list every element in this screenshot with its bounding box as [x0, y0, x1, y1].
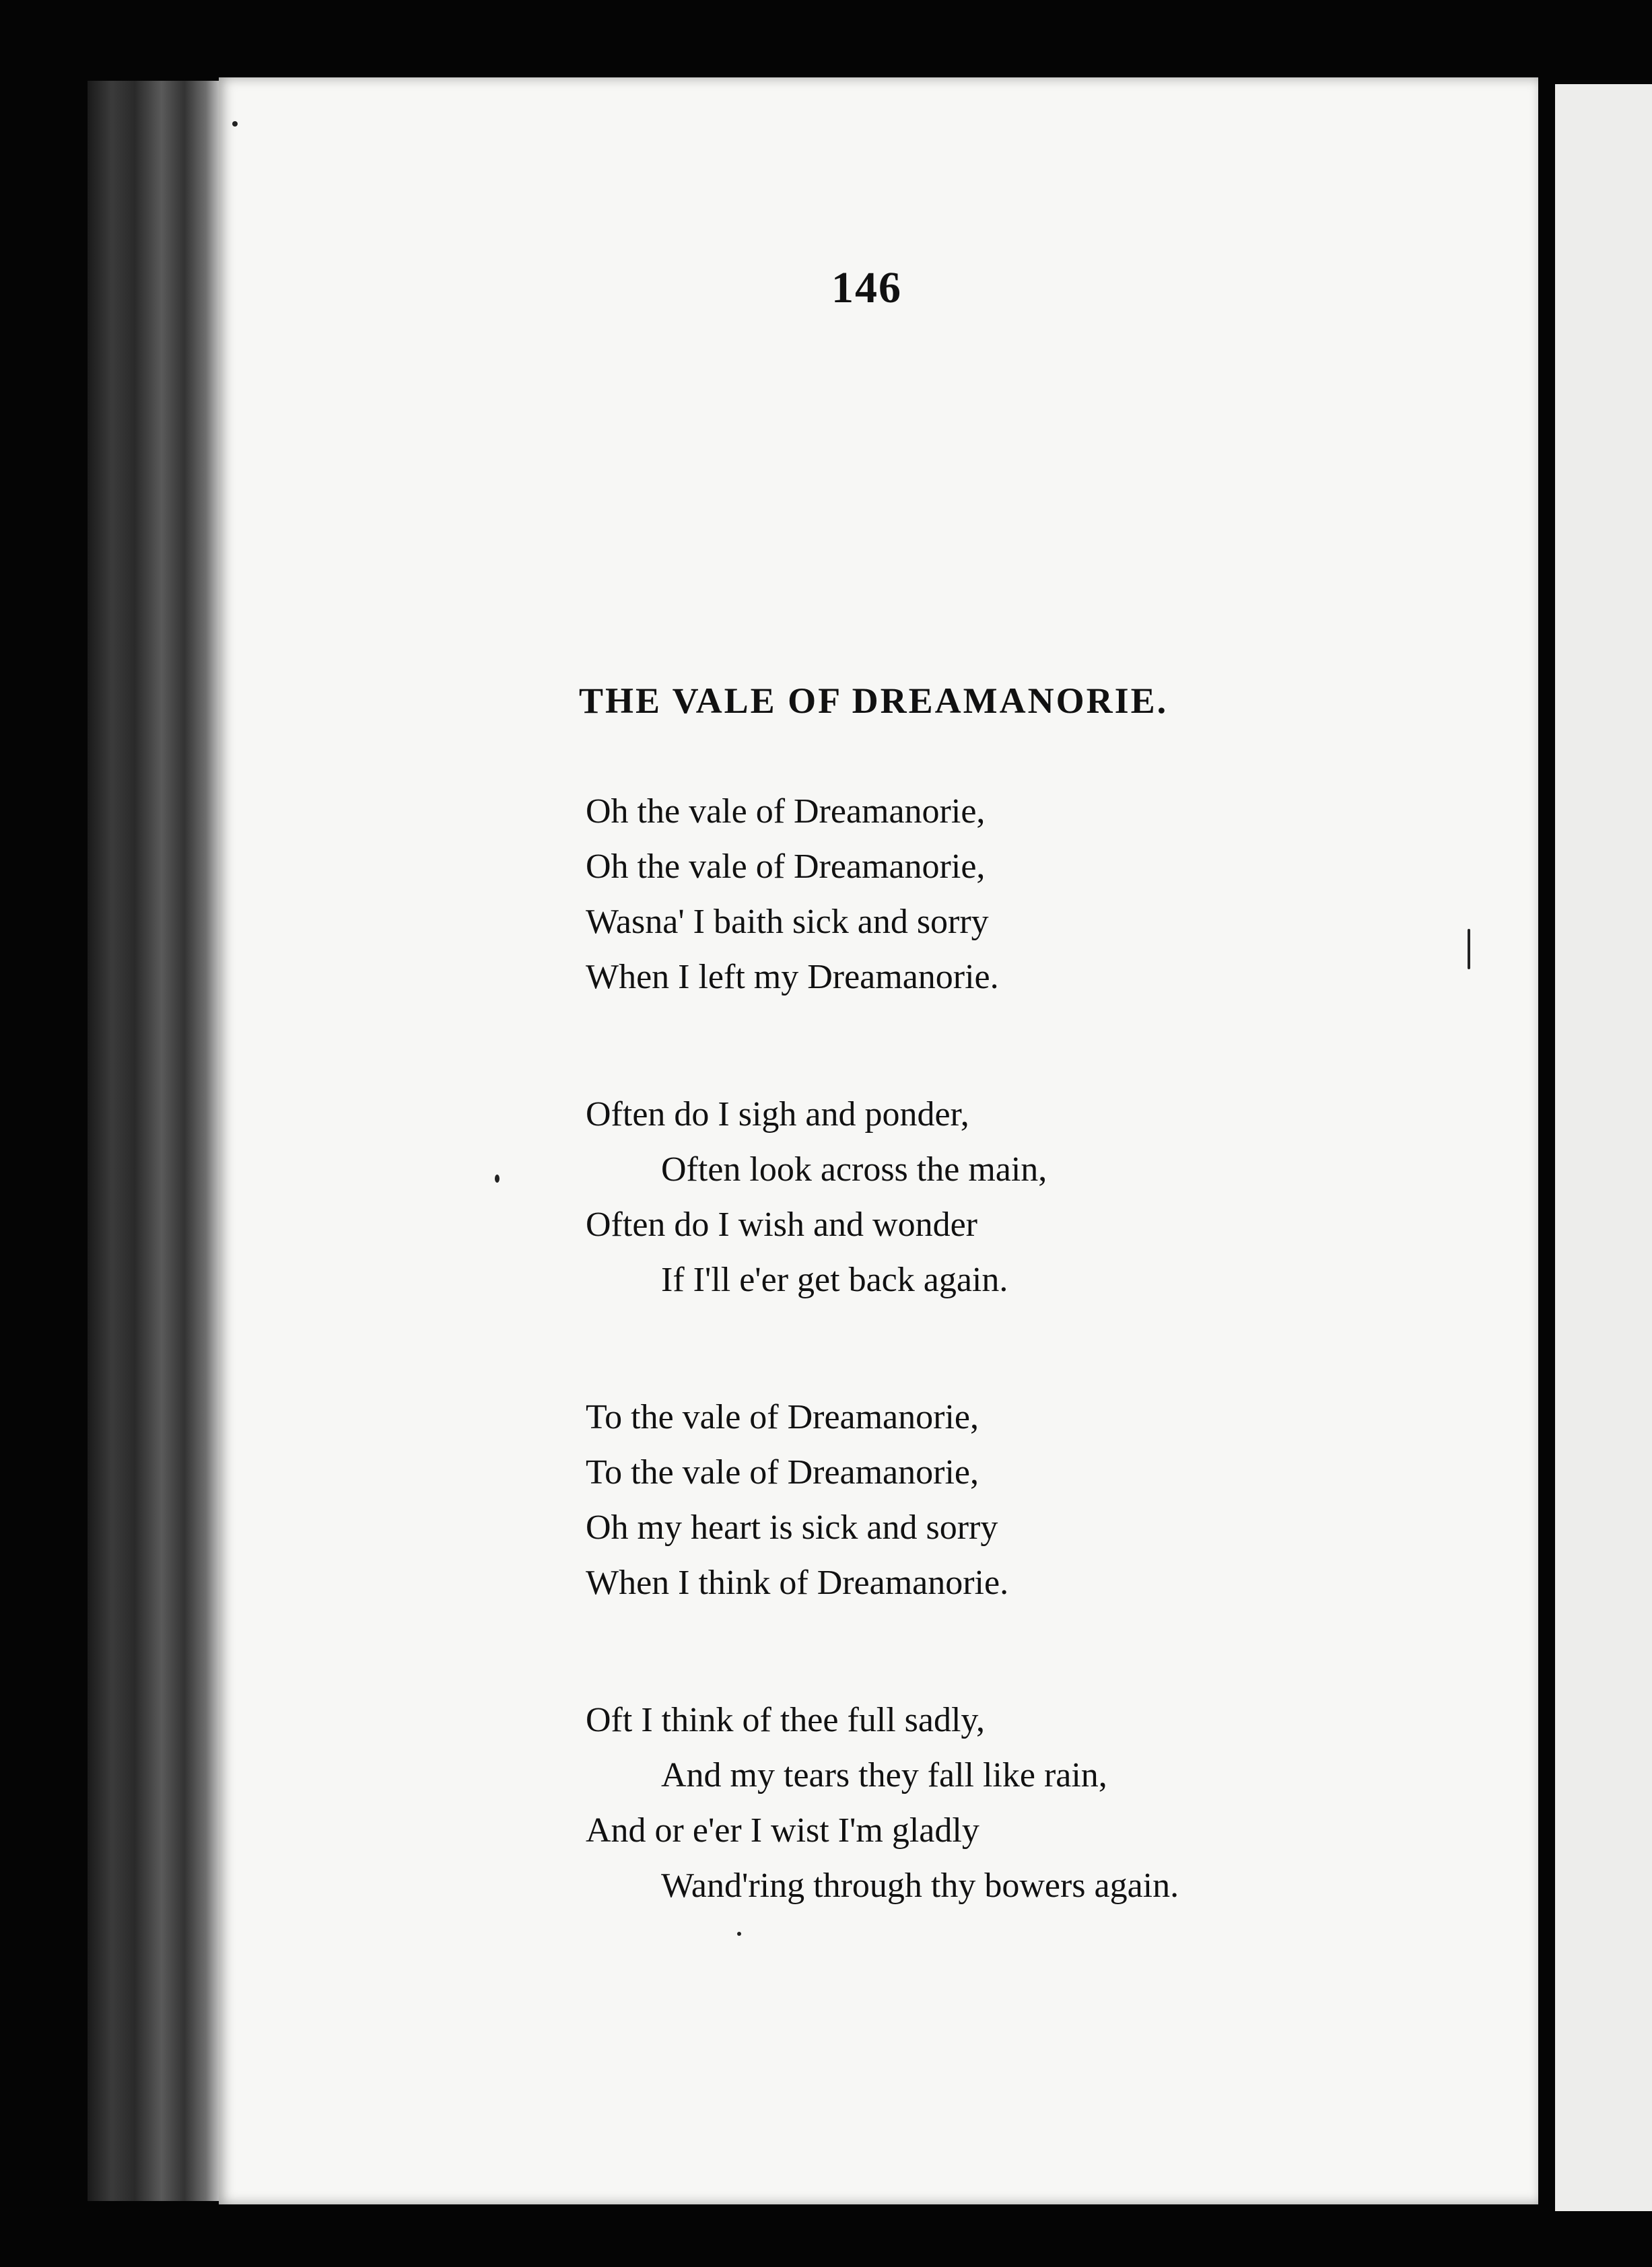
- poem-line: Oh the vale of Dreamanorie,: [586, 792, 986, 831]
- poem-title: THE VALE OF DREAMANORIE.: [579, 681, 1169, 721]
- poem-line: If I'll e'er get back again.: [661, 1261, 1008, 1299]
- poem-line: Often look across the main,: [661, 1150, 1047, 1189]
- adjacent-page-strip: [1555, 84, 1652, 2211]
- dust-speck: [495, 1175, 500, 1183]
- poem-line: Often do I sigh and ponder,: [586, 1095, 969, 1134]
- poem-line: To the vale of Dreamanorie,: [586, 1398, 979, 1436]
- book-binding-edge: [88, 81, 222, 2201]
- page-number: 146: [831, 263, 902, 312]
- poem-line: Oh my heart is sick and sorry: [586, 1508, 998, 1547]
- poem-line: And my tears they fall like rain,: [661, 1756, 1107, 1794]
- poem-body: [586, 784, 1427, 1996]
- poem-line: And or e'er I wist I'm gladly: [586, 1811, 979, 1850]
- poem-line: Often do I wish and wonder: [586, 1206, 977, 1244]
- stanza: [586, 784, 1427, 1005]
- poem-line: Wand'ring through thy bowers again.: [661, 1867, 1179, 1905]
- dust-speck: [1468, 929, 1470, 969]
- poem-line: Oh the vale of Dreamanorie,: [586, 847, 986, 886]
- stanza: [586, 1390, 1427, 1611]
- poem-line: To the vale of Dreamanorie,: [586, 1453, 979, 1492]
- poem-line: Wasna' I baith sick and sorry: [586, 903, 989, 941]
- poem-line: When I think of Dreamanorie.: [586, 1564, 1009, 1602]
- stanza: [586, 1087, 1427, 1308]
- dust-speck: [737, 1932, 741, 1936]
- poem-line: Oft I think of thee full sadly,: [586, 1701, 986, 1739]
- stanza: [586, 1693, 1427, 1914]
- dust-speck: [232, 121, 238, 127]
- poem-line: When I left my Dreamanorie.: [586, 958, 999, 996]
